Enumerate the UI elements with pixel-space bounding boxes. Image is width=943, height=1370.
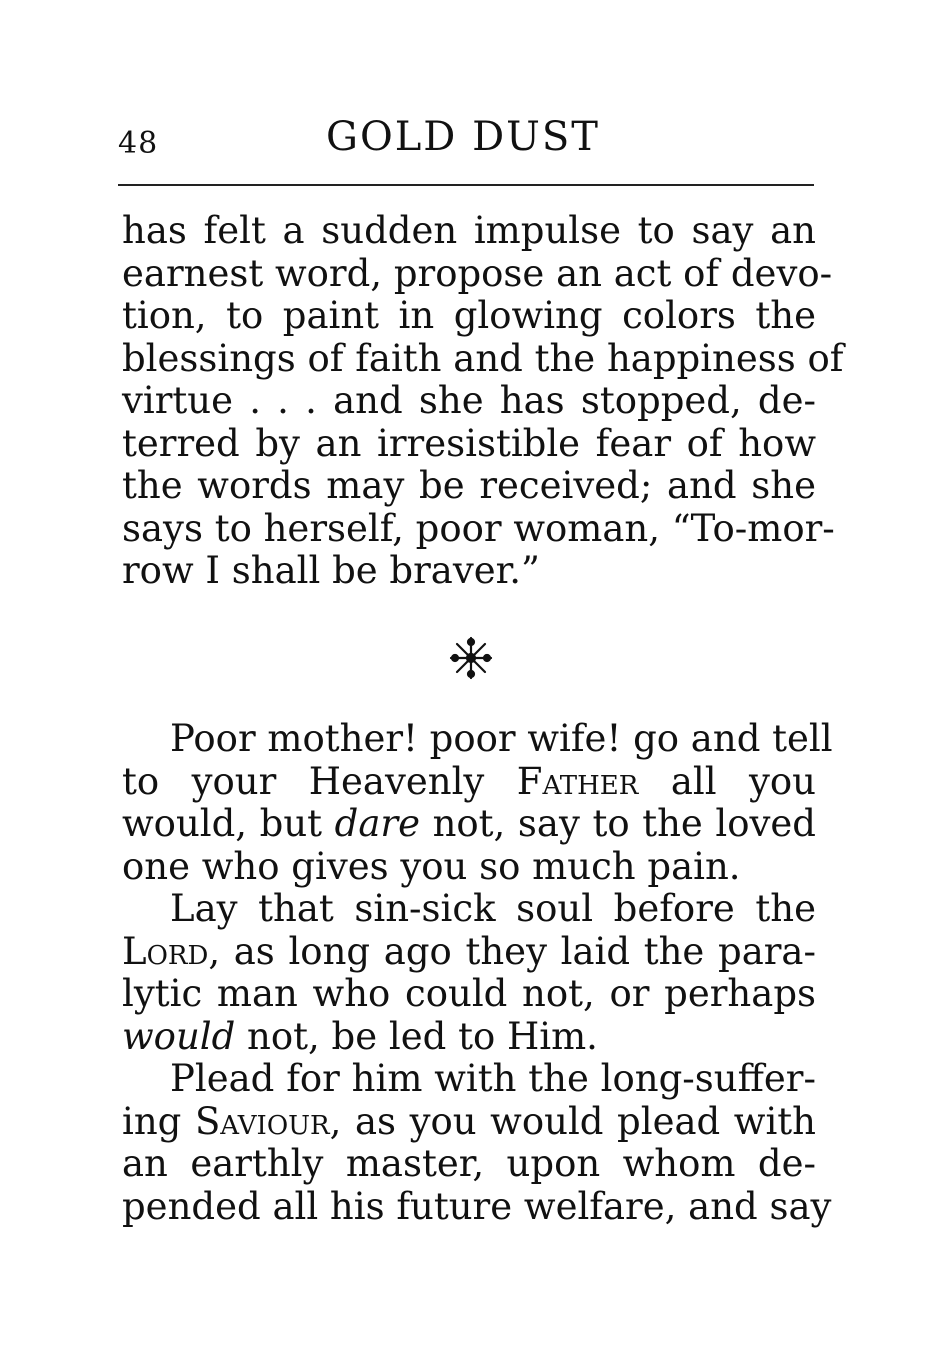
text-line: virtue . . . and she has stopped, de- xyxy=(122,379,816,422)
text-line xyxy=(122,803,816,846)
text-line: lytic man who could not, or perhaps xyxy=(122,972,816,1015)
paragraph-continued xyxy=(122,209,844,593)
text-span: not, be led to Him. xyxy=(235,1014,598,1058)
text-line xyxy=(122,931,816,974)
text-line: one who gives you so much pain. xyxy=(122,844,741,888)
page-number: 48 xyxy=(118,126,159,161)
text-line: Plead for him with the long-suffer- xyxy=(170,1057,816,1100)
text-line: says to herself, poor woman, “To-mor- xyxy=(122,506,835,550)
text-line xyxy=(122,1016,816,1059)
text-span: not, say to the loved xyxy=(419,802,816,845)
header-rule xyxy=(118,184,814,186)
text-line: blessings of faith and the happiness of xyxy=(122,336,844,380)
paragraphs-main xyxy=(122,717,833,1228)
text-line: the words may be received; and she xyxy=(122,464,816,507)
italic-word: dare xyxy=(334,802,420,845)
italic-word: would xyxy=(122,1014,236,1058)
text-span: all you xyxy=(638,759,816,803)
text-line: Lay that sin-sick soul before the xyxy=(170,887,816,930)
page-header xyxy=(118,112,818,172)
text-line: terred by an irresistible fear of how xyxy=(122,421,816,465)
text-line xyxy=(122,1101,816,1144)
running-title: GOLD DUST xyxy=(326,114,600,160)
star-flower-ornament-icon xyxy=(447,634,495,682)
text-line: earnest word, propose an act of devo- xyxy=(122,251,833,295)
small-caps-word: Saviour xyxy=(194,1099,330,1143)
small-caps-word: Lord xyxy=(122,929,209,973)
text-line: has felt a sudden impulse to say an xyxy=(122,209,816,252)
small-caps-word: Father xyxy=(516,759,639,803)
text-line: pended all his future welfare, and say xyxy=(122,1184,832,1228)
text-line: an earthly master, upon whom de- xyxy=(122,1142,816,1185)
text-span: to your Heavenly xyxy=(122,759,517,803)
text-line: row I shall be braver.” xyxy=(122,549,540,592)
text-span: , as long ago they laid the para- xyxy=(208,929,816,973)
text-line: Poor mother! poor wife! go and tell xyxy=(170,717,833,760)
text-line xyxy=(122,761,816,804)
text-span: would, but xyxy=(122,802,335,845)
text-span: ing xyxy=(122,1099,195,1143)
text-line: tion, to paint in glowing colors the xyxy=(122,294,816,337)
text-span: , as you would plead with xyxy=(329,1099,817,1143)
